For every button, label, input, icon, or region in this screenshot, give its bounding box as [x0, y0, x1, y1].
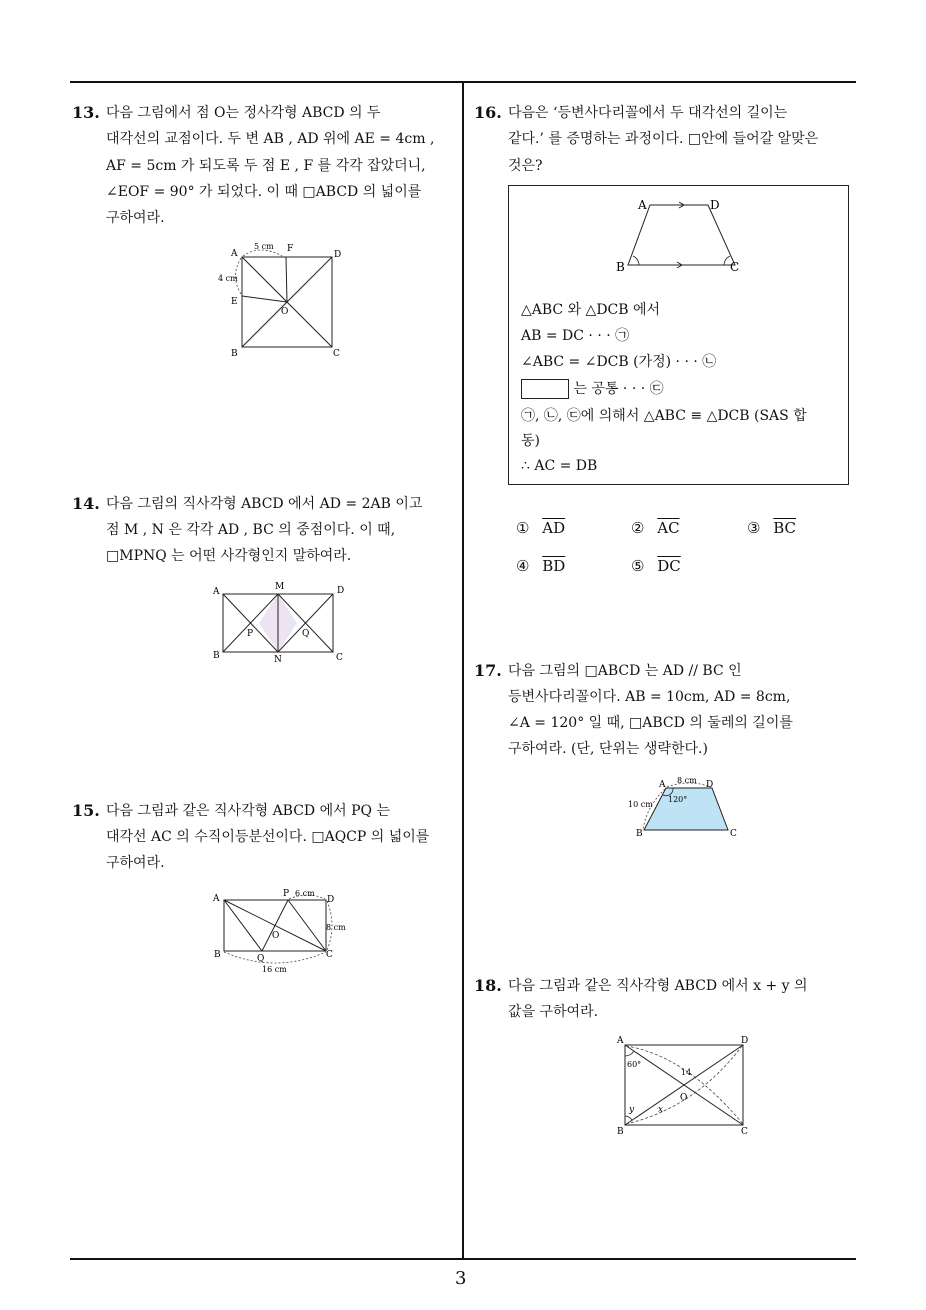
q13-label-e: E [231, 297, 238, 307]
q17-label-ad: 8 cm [677, 776, 697, 785]
q15-label-pd: 6 cm [295, 889, 315, 898]
q17-label-b: B [636, 829, 643, 839]
question-13-number: 13. [72, 103, 100, 122]
q14-line-3: □MPNQ 는 어떤 사각형인지 말하여라. [106, 548, 352, 564]
q13-label-a: A [231, 249, 238, 259]
q18-label-14: 14 [681, 1068, 692, 1077]
question-16-number: 16. [474, 103, 502, 122]
q16-choice-4-mark: ④ [516, 557, 530, 575]
q16-proof-line-1: △ABC 와 △DCB 에서 [521, 302, 661, 318]
q16-line-3: 것은? [508, 158, 543, 174]
q16-choice-5[interactable] [631, 557, 681, 575]
q13-line-2: 대각선의 교점이다. 두 변 AB , AD 위에 AE = 4cm , [106, 131, 435, 147]
q18-label-angle: 60° [627, 1060, 642, 1069]
q16-choice-3[interactable] [747, 519, 796, 537]
q17-label-d: D [706, 780, 714, 790]
q18-label-y: y [629, 1105, 635, 1115]
q13-line-1: 다음 그림에서 점 O는 정사각형 ABCD 의 두 [106, 105, 381, 121]
q16-proof-line-3: ∠ABC = ∠DCB (가정) · · · ㉡ [521, 354, 717, 370]
q13-label-o: O [281, 307, 289, 317]
q16-line-2: 같다.’ 를 증명하는 과정이다. □안에 들어갈 알맞은 [508, 131, 819, 147]
q14-label-b: B [213, 651, 220, 661]
q13-line-3: AF = 5cm 가 되도록 두 점 E , F 를 각각 잡았더니, [106, 158, 426, 174]
q17-line-3: ∠A = 120° 일 때, □ABCD 의 둘레의 길이를 [508, 715, 793, 731]
q17-line-2: 등변사다리꼴이다. AB = 10cm, AD = 8cm, [508, 689, 791, 705]
q18-line-2: 값을 구하여라. [508, 1004, 599, 1020]
q15-line-2: 대각선 AC 의 수직이등분선이다. □AQCP 의 넓이를 [106, 829, 430, 845]
q14-label-n: N [274, 655, 282, 665]
q14-label-m: M [275, 582, 285, 592]
q16-choice-5-text: $\overline{DC}$ [657, 557, 681, 575]
q16-trapezoid-figure [600, 190, 760, 280]
q16-choice-4[interactable] [516, 557, 565, 575]
q16-proof-line-5: ㉠, ㉡, ㉢에 의해서 △ABC ≡ △DCB (SAS 합 [521, 408, 807, 424]
q18-rectangle-figure [605, 1030, 765, 1140]
q13-label-ae: 4 cm [218, 274, 238, 283]
q15-label-bc: 16 cm [262, 965, 287, 974]
question-15-number: 15. [72, 801, 100, 820]
q18-label-o: O [680, 1093, 688, 1103]
q16-proof-line-7: ∴ AC = DB [521, 458, 598, 474]
q18-label-d: D [741, 1036, 749, 1046]
q14-label-p: P [247, 629, 254, 639]
column-divider [462, 81, 464, 1259]
q15-label-b: B [214, 950, 221, 960]
q16-proof-line-4-text: 는 공통 · · · ㉢ [573, 381, 664, 397]
q16-choice-3-mark: ③ [747, 519, 761, 537]
q16-choice-4-text: $\overline{BD}$ [542, 557, 566, 575]
q14-label-a: A [213, 587, 220, 597]
q17-label-c: C [730, 829, 737, 839]
q17-line-4: 구하여라. (단, 단위는 생략한다.) [508, 741, 708, 757]
q16-proof-line-2: AB = DC · · · ㉠ [521, 328, 630, 344]
q15-label-o: O [272, 931, 280, 941]
q17-label-a: A [659, 780, 666, 790]
q16-answer-blank [521, 379, 569, 399]
q15-line-3: 구하여라. [106, 855, 165, 871]
q15-label-q: Q [257, 954, 265, 964]
q15-label-d: D [327, 895, 335, 905]
q18-label-b: B [617, 1127, 624, 1137]
q16-label-c: C [730, 260, 740, 274]
q16-label-b: B [616, 260, 625, 274]
q16-proof-line-6: 동) [521, 433, 540, 449]
question-18-number: 18. [474, 976, 502, 995]
question-17-number: 17. [474, 661, 502, 680]
q16-choice-2[interactable] [631, 519, 680, 537]
q18-label-x: x [658, 1105, 664, 1115]
q14-label-d: D [337, 586, 345, 596]
q16-choice-2-text: $\overline{AC}$ [657, 519, 680, 537]
q13-label-d: D [334, 250, 342, 260]
q14-line-1: 다음 그림의 직사각형 ABCD 에서 AD = 2AB 이고 [106, 496, 423, 512]
q18-label-a: A [617, 1036, 624, 1046]
q18-label-c: C [741, 1127, 748, 1137]
q17-line-1: 다음 그림의 □ABCD 는 AD // BC 인 [508, 663, 742, 679]
q14-line-2: 점 M , N 은 각각 AD , BC 의 중점이다. 이 때, [106, 522, 396, 538]
q15-line-1: 다음 그림과 같은 직사각형 ABCD 에서 PQ 는 [106, 803, 390, 819]
q13-label-af: 5 cm [254, 242, 274, 251]
q16-proof-line-4 [521, 379, 664, 399]
q13-label-f: F [287, 244, 294, 254]
q16-line-1: 다음은 ‘등변사다리꼴에서 두 대각선의 길이는 [508, 105, 788, 121]
q16-choice-3-text: $\overline{BC}$ [773, 519, 797, 537]
q16-label-d: D [710, 198, 720, 212]
q13-line-5: 구하여라. [106, 210, 165, 226]
q15-rectangle-figure [205, 884, 355, 976]
q16-choice-1-text: $\overline{AD}$ [542, 519, 566, 537]
q17-label-ab: 10 cm [628, 800, 653, 809]
q14-rectangle-figure [205, 578, 355, 666]
q16-label-a: A [638, 198, 647, 212]
q16-choice-2-mark: ② [631, 519, 645, 537]
q17-trapezoid-figure [620, 770, 760, 840]
q13-square-figure [210, 236, 350, 361]
q16-choice-1-mark: ① [516, 519, 530, 537]
question-14-number: 14. [72, 494, 100, 513]
q15-label-c: C [326, 950, 333, 960]
q16-choice-1[interactable] [516, 519, 565, 537]
q17-label-angle: 120° [668, 795, 688, 804]
q13-label-c: C [333, 349, 340, 359]
q15-label-dc: 8 cm [326, 923, 346, 932]
q15-label-a: A [213, 894, 220, 904]
page-number: 3 [455, 1268, 467, 1289]
q15-label-p: P [283, 889, 290, 899]
q13-line-4: ∠EOF = 90° 가 되었다. 이 때 □ABCD 의 넓이를 [106, 184, 422, 200]
q16-choice-5-mark: ⑤ [631, 557, 645, 575]
bottom-rule [70, 1258, 856, 1260]
q18-line-1: 다음 그림과 같은 직사각형 ABCD 에서 x + y 의 [508, 978, 808, 994]
q14-label-q: Q [302, 629, 310, 639]
q14-label-c: C [336, 653, 343, 663]
q13-label-b: B [231, 349, 238, 359]
